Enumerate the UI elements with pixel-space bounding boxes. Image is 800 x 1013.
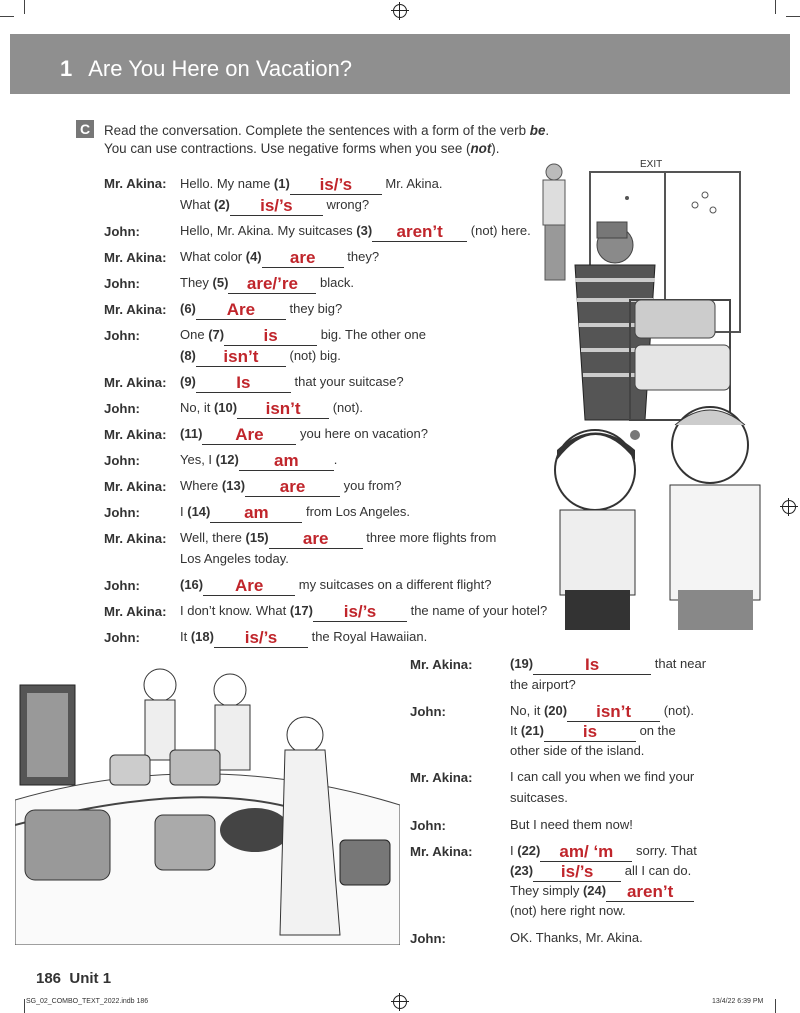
answer-blank: is/’s — [313, 603, 407, 622]
line-text: on the — [635, 723, 676, 738]
answer-blank: are — [269, 530, 363, 549]
answer-blank: Are — [202, 426, 296, 445]
unit-number: 1 — [60, 56, 73, 81]
dialogue-line — [180, 346, 341, 367]
answer-blank: isn’t — [567, 703, 660, 722]
answer-blank: are — [262, 249, 344, 268]
line-text: Hello. My name — [180, 176, 274, 191]
answer-blank: are — [245, 478, 340, 497]
answer-blank: is/’s — [533, 863, 621, 882]
item-number: (13) — [221, 478, 246, 493]
speaker-label: Mr. Akina: — [104, 375, 167, 390]
line-text: sorry. That — [632, 843, 697, 858]
item-number: (9) — [180, 374, 196, 389]
dialogue-line — [180, 174, 443, 195]
line-text: It — [510, 723, 521, 738]
dialogue-line — [180, 325, 426, 346]
crop-mark — [775, 0, 776, 14]
answer-blank: is/’s — [290, 176, 382, 195]
page-footer — [36, 970, 111, 987]
dialogue-line — [180, 575, 491, 596]
line-text: Yes, I — [180, 452, 216, 467]
line-text: wrong? — [322, 197, 370, 212]
dialogue-line: the airport? — [510, 677, 576, 692]
speaker-label: Mr. Akina: — [104, 427, 167, 442]
line-text: (not) big. — [285, 348, 341, 363]
item-number: (8) — [180, 348, 196, 363]
line-text: they big? — [285, 301, 343, 316]
speaker-label: John: — [410, 704, 446, 719]
line-text: I don’t know. What — [180, 603, 290, 618]
dialogue-line — [180, 502, 410, 523]
line-text: black. — [316, 275, 354, 290]
dialogue-line — [180, 601, 547, 622]
answer-blank: am — [210, 504, 302, 523]
line-text: (not). — [329, 400, 364, 415]
line-text: They — [180, 275, 213, 290]
answer-blank: is — [544, 723, 636, 742]
speaker-label: John: — [104, 630, 140, 645]
dialogue-line — [180, 273, 354, 294]
answer-blank: Is — [533, 656, 651, 675]
dialogue-line — [180, 424, 428, 445]
page-number: 186 — [36, 970, 62, 987]
line-text: you from? — [340, 478, 402, 493]
line-text: What color — [180, 249, 246, 264]
line-text: Mr. Akina. — [381, 176, 443, 191]
answer-blank: is — [224, 327, 317, 346]
speaker-label: Mr. Akina: — [104, 604, 167, 619]
dialogue-line: But I need them now! — [510, 817, 633, 832]
dialogue-line — [180, 476, 401, 497]
dialogue-line — [180, 627, 427, 648]
speaker-label: Mr. Akina: — [104, 302, 167, 317]
speaker-label: John: — [104, 401, 140, 416]
dialogue-line: OK. Thanks, Mr. Akina. — [510, 930, 643, 945]
item-number: (1) — [273, 176, 290, 191]
dialogue-line — [180, 195, 369, 216]
dialogue-line — [510, 701, 694, 722]
line-text: I — [510, 843, 518, 858]
answer-blank: are/’re — [228, 275, 316, 294]
answer-blank: am — [239, 452, 334, 471]
line-text: you here on vacation? — [296, 426, 428, 441]
dialogue-line: I can call you when we find your — [510, 769, 695, 784]
speaker-label: John: — [104, 328, 140, 343]
line-text: that near — [651, 656, 707, 671]
answer-blank: is/’s — [214, 629, 308, 648]
item-number: (15) — [245, 530, 269, 545]
item-number: (20) — [543, 703, 568, 718]
instruction-verb: be — [529, 123, 546, 138]
item-number: (21) — [520, 723, 544, 738]
speaker-label: Mr. Akina: — [104, 531, 167, 546]
item-number: (7) — [208, 327, 225, 342]
unit-title: Are You Here on Vacation? — [88, 56, 353, 81]
line-text: big. The other one — [317, 327, 426, 342]
answer-blank: is/’s — [230, 197, 323, 216]
line-text: all I can do. — [621, 863, 692, 878]
item-number: (14) — [187, 504, 211, 519]
registration-mark-icon — [393, 4, 407, 18]
dialogue-line — [510, 721, 676, 742]
speaker-label: John: — [410, 818, 446, 833]
line-text: One — [180, 327, 209, 342]
line-text: the Royal Hawaiian. — [307, 629, 428, 644]
exit-sign: EXIT — [640, 159, 663, 170]
dialogue-line — [180, 372, 404, 393]
dialogue-line — [180, 299, 342, 320]
item-number: (19) — [510, 656, 534, 671]
dialogue-line — [510, 654, 706, 675]
speaker-label: Mr. Akina: — [410, 770, 473, 785]
line-text: . — [333, 452, 338, 467]
item-number: (6) — [180, 301, 196, 316]
dialogue-line — [180, 528, 496, 549]
john-illustration — [540, 385, 765, 630]
dialogue-line: suitcases. — [510, 790, 568, 805]
line-text: Hello, Mr. Akina. My suitcases — [180, 223, 357, 238]
registration-mark-icon — [782, 500, 796, 514]
line-text: three more flights from — [362, 530, 497, 545]
line-text: they? — [343, 249, 380, 264]
item-number: (2) — [213, 197, 230, 212]
speaker-label: Mr. Akina: — [410, 844, 473, 859]
dialogue-line: Los Angeles today. — [180, 551, 289, 566]
dialogue-line — [180, 221, 531, 242]
item-number: (11) — [180, 426, 203, 441]
item-number: (5) — [212, 275, 229, 290]
line-text: No, it — [510, 703, 544, 718]
line-text: It — [180, 629, 191, 644]
line-text: that your suitcase? — [290, 374, 404, 389]
answer-blank: isn’t — [196, 348, 286, 367]
item-number: (12) — [215, 452, 239, 467]
speaker-label: Mr. Akina: — [410, 657, 473, 672]
line-text: (not) here. — [467, 223, 531, 238]
dialogue-line: other side of the island. — [510, 743, 645, 758]
print-date: 13/4/22 6:39 PM — [712, 998, 764, 1005]
file-slug: SG_02_COMBO_TEXT_2022.indb 186 — [26, 998, 149, 1005]
item-number: (10) — [213, 400, 238, 415]
speaker-label: John: — [104, 578, 140, 593]
item-number: (22) — [517, 843, 541, 858]
item-number: (16) — [180, 577, 204, 592]
crop-mark — [786, 16, 800, 17]
answer-blank: aren’t — [606, 883, 694, 902]
dialogue-line — [180, 450, 337, 471]
item-number: (18) — [190, 629, 214, 644]
instruction-not: not — [470, 141, 492, 156]
speaker-label: Mr. Akina: — [104, 250, 167, 265]
answer-blank: Are — [196, 301, 286, 320]
speaker-label: John: — [104, 276, 140, 291]
dialogue-line — [180, 247, 379, 268]
crop-mark — [24, 999, 25, 1013]
line-text: from Los Angeles. — [302, 504, 411, 519]
answer-blank: am/ ‘m — [540, 843, 632, 862]
line-text: What — [180, 197, 214, 212]
speaker-label: John: — [104, 453, 140, 468]
speaker-label: John: — [104, 505, 140, 520]
item-number: (24) — [582, 883, 607, 898]
line-text: the name of your hotel? — [406, 603, 548, 618]
dialogue-line — [180, 398, 363, 419]
instruction-text: ). — [491, 141, 500, 156]
crop-mark — [24, 0, 25, 14]
line-text: No, it — [180, 400, 214, 415]
speaker-label: Mr. Akina: — [104, 479, 167, 494]
answer-blank: Are — [203, 577, 295, 596]
answer-blank: aren’t — [372, 223, 467, 242]
dialogue-line — [510, 861, 691, 882]
page-title — [60, 56, 352, 82]
item-number: (4) — [245, 249, 262, 264]
baggage-claim-illustration — [15, 655, 400, 945]
dialogue-line — [510, 841, 697, 862]
unit-label: Unit 1 — [69, 970, 112, 987]
speaker-label: John: — [410, 931, 446, 946]
instruction-text: Read the conversation. Complete the sentences with a form of the verb — [104, 123, 527, 138]
line-text: my suitcases on a different flight? — [295, 577, 492, 592]
item-number: (17) — [289, 603, 313, 618]
registration-mark-icon — [393, 995, 407, 1009]
exercise-instruction — [104, 122, 574, 158]
instruction-text: . You can use contractions. Use negative forms when you see ( — [104, 123, 550, 156]
line-text: They simply — [510, 883, 583, 898]
dialogue-line: (not) here right now. — [510, 903, 626, 918]
exercise-letter: C — [76, 120, 94, 138]
speaker-label: John: — [104, 224, 140, 239]
crop-mark — [775, 999, 776, 1013]
line-text: Well, there — [180, 530, 246, 545]
answer-blank: Is — [196, 374, 291, 393]
speaker-label: Mr. Akina: — [104, 176, 167, 191]
dialogue-line — [510, 881, 694, 902]
item-number: (23) — [510, 863, 534, 878]
item-number: (3) — [356, 223, 373, 238]
line-text: (not). — [660, 703, 695, 718]
answer-blank: isn’t — [237, 400, 329, 419]
line-text: I — [180, 504, 188, 519]
crop-mark — [0, 16, 14, 17]
line-text: Where — [180, 478, 222, 493]
